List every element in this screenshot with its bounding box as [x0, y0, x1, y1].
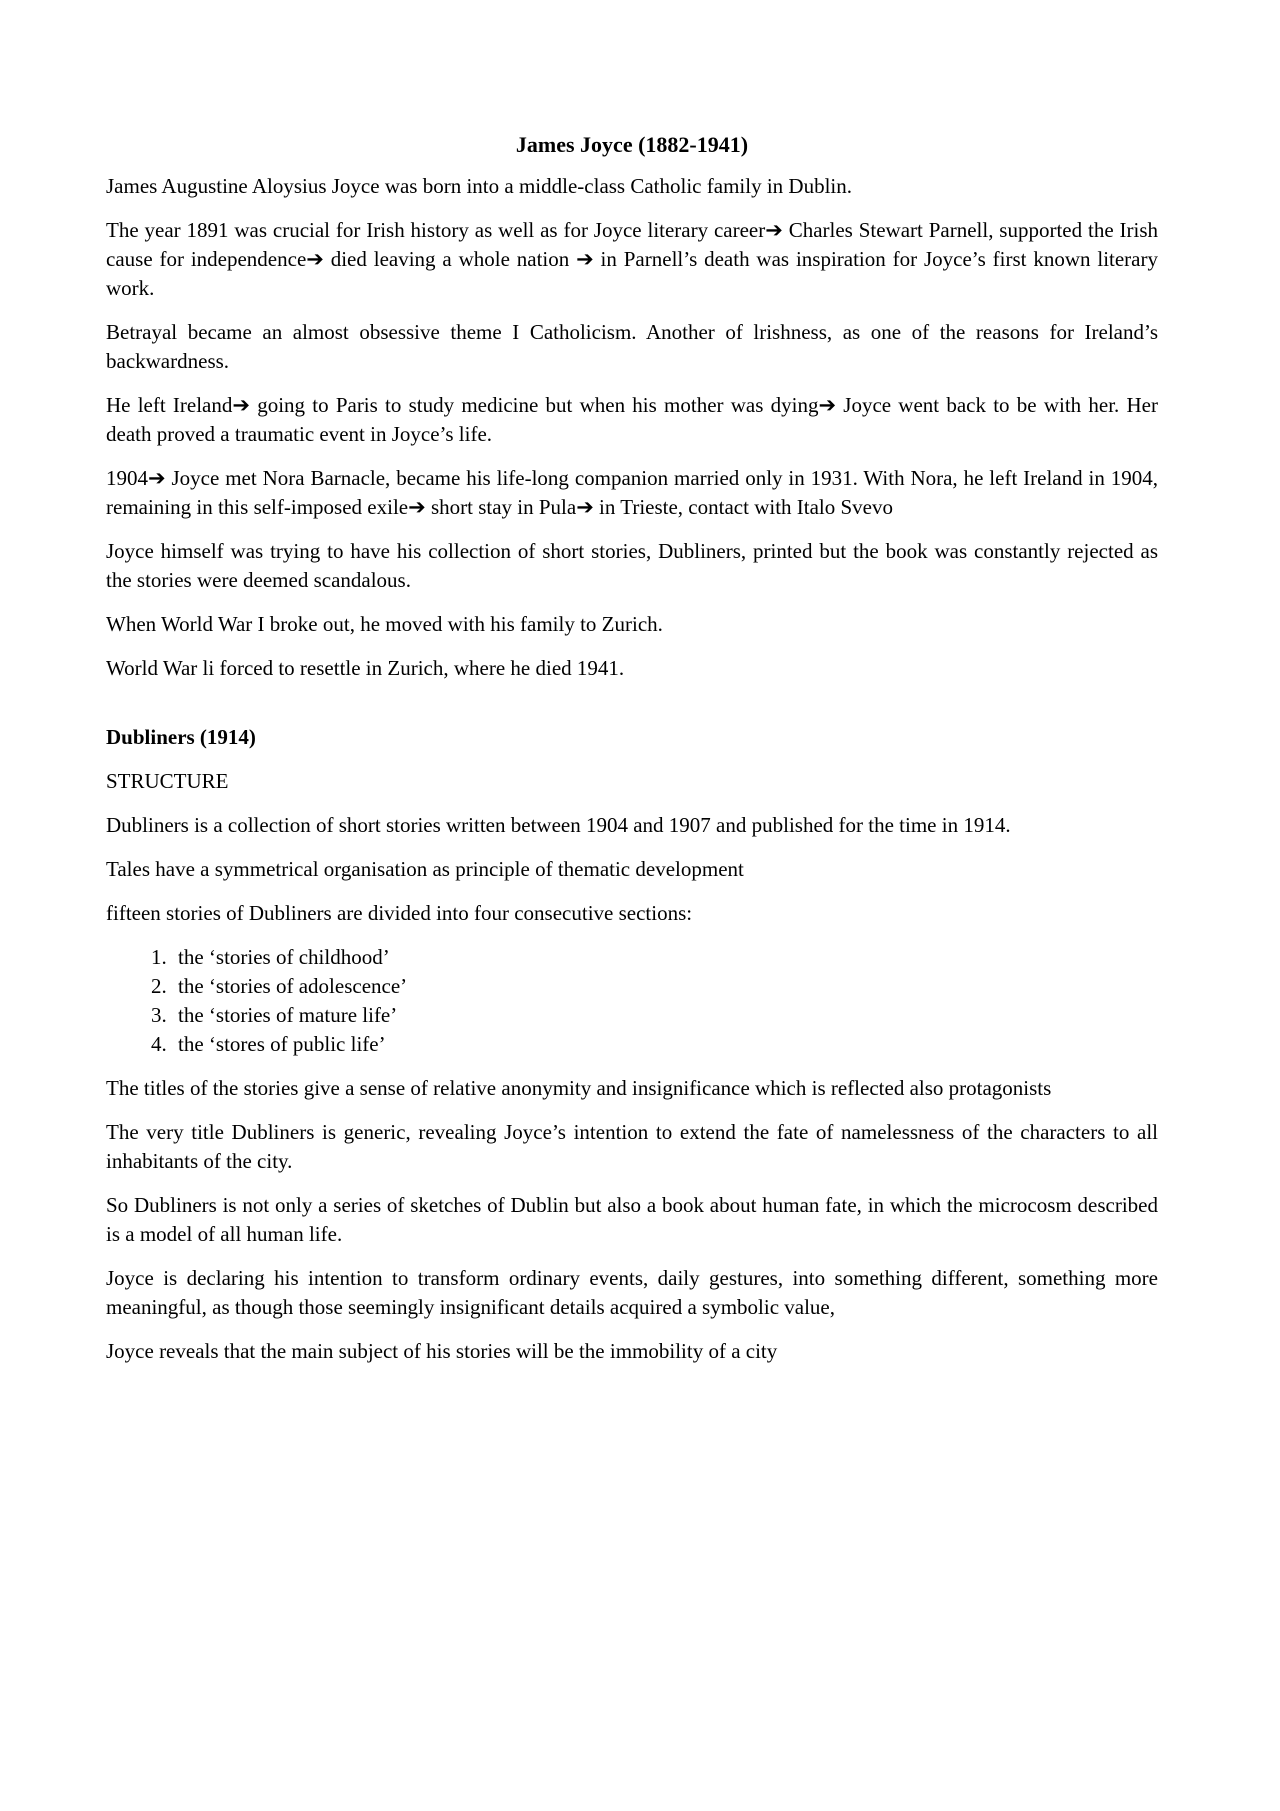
- paragraph-1891: The year 1891 was crucial for Irish history as well as for Joyce literary career➔ Charles Stewart Parnell, supported the Irish cause for independence➔ died leaving a whole nation ➔ in Parnell’s death was inspiration for Joyce’s first known literary work.: [106, 218, 1158, 300]
- paragraph-symbolic-value: Joyce is declaring his intention to transform ordinary events, daily gestures, into something different, something more meaningful, as though those seemingly insignificant details acquired a symbolic value,: [106, 1266, 1158, 1319]
- list-item-public-life: 4. the ‘stores of public life’: [172, 1030, 1158, 1059]
- list-item-childhood: 1. the ‘stories of childhood’: [172, 943, 1158, 972]
- paragraph-ww2: World War li forced to resettle in Zurich, where he died 1941.: [106, 656, 625, 680]
- paragraph-nora: 1904➔ Joyce met Nora Barnacle, became his life-long companion married only in 1931. With Nora, he left Ireland in 1904, remaining in this self-imposed exile➔ short stay in Pula➔ in Trieste, contact with Italo Svevo: [106, 466, 1158, 519]
- story-sections-list: [106, 943, 1158, 1059]
- section-heading-dubliners: Dubliners (1914): [106, 725, 256, 749]
- paragraph-ww1: When World War I broke out, he moved with his family to Zurich.: [106, 612, 663, 636]
- paragraph-birth: James Augustine Aloysius Joyce was born into a middle-class Catholic family in Dublin.: [106, 174, 852, 198]
- paragraph-human-fate: So Dubliners is not only a series of sketches of Dublin but also a book about human fate, in which the microcosm described is a model of all human life.: [106, 1193, 1158, 1246]
- list-item-mature-life: 3. the ‘stories of mature life’: [172, 1001, 1158, 1030]
- paragraph-betrayal: Betrayal became an almost obsessive theme I Catholicism. Another of lrishness, as one of the reasons for Ireland’s backwardness.: [106, 320, 1158, 373]
- paragraph-paris: He left Ireland➔ going to Paris to study medicine but when his mother was dying➔ Joyce went back to be with her. Her death proved a traumatic event in Joyce’s life.: [106, 393, 1158, 446]
- paragraph-collection: Dubliners is a collection of short stories written between 1904 and 1907 and published for the time in 1914.: [106, 813, 1011, 837]
- paragraph-immobility: Joyce reveals that the main subject of his stories will be the immobility of a city: [106, 1339, 778, 1363]
- section-subheading-structure: STRUCTURE: [106, 769, 229, 793]
- paragraph-generic-title: The very title Dubliners is generic, revealing Joyce’s intention to extend the fate of namelessness of the characters to all inhabitants of the city.: [106, 1120, 1158, 1173]
- paragraph-tales: Tales have a symmetrical organisation as principle of thematic development: [106, 857, 744, 881]
- list-item-adolescence: 2. the ‘stories of adolescence’: [172, 972, 1158, 1001]
- paragraph-dubliners-rejected: Joyce himself was trying to have his collection of short stories, Dubliners, printed but the book was constantly rejected as the stories were deemed scandalous.: [106, 539, 1158, 592]
- document-title: James Joyce (1882-1941): [515, 132, 749, 157]
- paragraph-titles: The titles of the stories give a sense of relative anonymity and insignificance which is reflected also protagonists: [106, 1076, 1052, 1100]
- paragraph-fifteen-stories: fifteen stories of Dubliners are divided into four consecutive sections:: [106, 901, 693, 925]
